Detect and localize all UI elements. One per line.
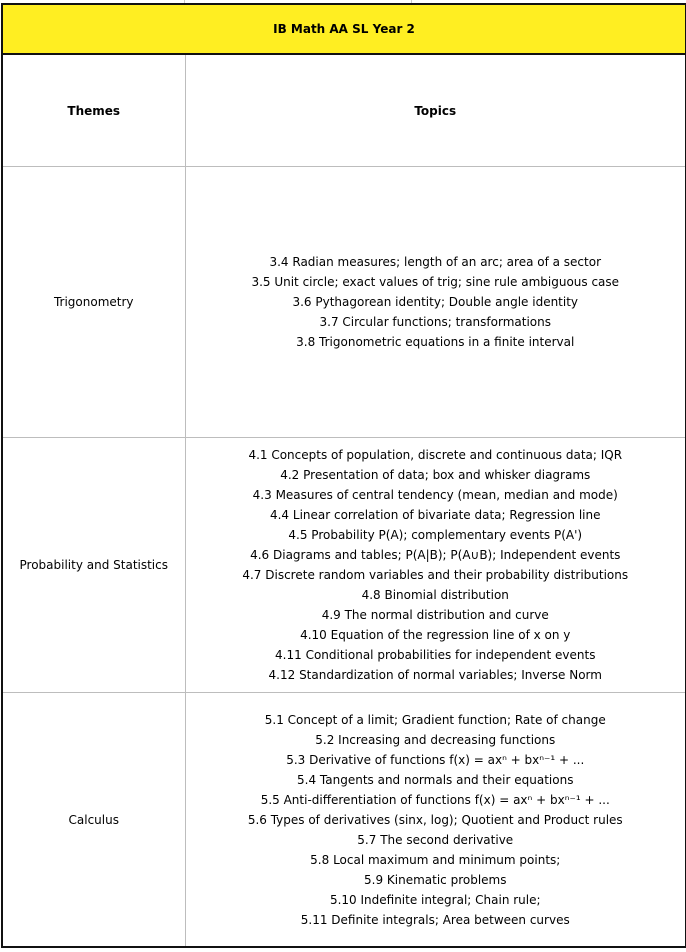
topic-line: 5.9 Kinematic problems [364, 872, 507, 887]
topic-line: 4.12 Standardization of normal variables; Inverse Norm [268, 668, 602, 682]
topic-line: 3.5 Unit circle; exact values of trig; sine rule ambiguous case [251, 275, 620, 289]
topic-line: 4.11 Conditional probabilities for independent events [275, 648, 596, 662]
topic-line: 4.8 Binomial distribution [361, 588, 509, 602]
theme-cell: Probability and Statistics [2, 438, 185, 693]
topic-line: 5.6 Types of derivatives (sinx, log); Quotient and Product rules [247, 812, 623, 827]
topic-line: 3.7 Circular functions; transformations [319, 315, 551, 329]
topics-cell [185, 438, 686, 693]
table-row [2, 167, 686, 438]
header-row [2, 54, 686, 167]
topic-line: 4.6 Diagrams and tables; P(A|B); P(A∪B); Independent events [250, 548, 621, 562]
theme-cell: Trigonometry [2, 167, 185, 438]
themes-header: Themes [2, 54, 185, 167]
topic-line: 5.8 Local maximum and minimum points; [310, 852, 561, 867]
curriculum-table [1, 3, 686, 948]
topic-line: 5.7 The second derivative [357, 832, 514, 847]
topics-cell [185, 167, 686, 438]
topic-line: 5.1 Concept of a limit; Gradient function; Rate of change [264, 712, 606, 727]
topic-line: 5.3 Derivative of functions f(x) = axⁿ + bxⁿ⁻¹ + ... [286, 752, 585, 767]
topic-line: 4.4 Linear correlation of bivariate data; Regression line [269, 508, 601, 522]
topic-line: 4.7 Discrete random variables and their probability distributions [242, 568, 629, 582]
topic-line: 4.9 The normal distribution and curve [321, 608, 549, 622]
table-title: IB Math AA SL Year 2 [2, 4, 686, 54]
topic-line: 4.10 Equation of the regression line of x on y [300, 628, 571, 642]
table-row [2, 693, 686, 948]
title-row [2, 4, 686, 54]
theme-cell: Calculus [2, 693, 185, 948]
table-row [2, 438, 686, 693]
topic-line: 4.2 Presentation of data; box and whisker diagrams [280, 468, 591, 482]
topic-line: 5.10 Indefinite integral; Chain rule; [329, 892, 541, 907]
topic-line: 3.8 Trigonometric equations in a finite interval [296, 335, 575, 349]
topic-line: 3.4 Radian measures; length of an arc; area of a sector [269, 255, 602, 269]
topic-line: 4.3 Measures of central tendency (mean, median and mode) [252, 488, 618, 502]
topic-line: 5.2 Increasing and decreasing functions [315, 732, 556, 747]
topic-line: 4.1 Concepts of population, discrete and continuous data; IQR [248, 448, 623, 462]
topic-line: 5.4 Tangents and normals and their equations [297, 772, 574, 787]
topics-cell [185, 693, 686, 948]
topics-header: Topics [185, 54, 686, 167]
topic-line: 5.11 Definite integrals; Area between curves [300, 912, 570, 927]
topic-line: 4.5 Probability P(A); complementary events P(A') [288, 528, 583, 542]
topic-line: 5.5 Anti-differentiation of functions f(x) = axⁿ + bxⁿ⁻¹ + ... [260, 792, 610, 807]
topic-line: 3.6 Pythagorean identity; Double angle identity [292, 295, 579, 309]
